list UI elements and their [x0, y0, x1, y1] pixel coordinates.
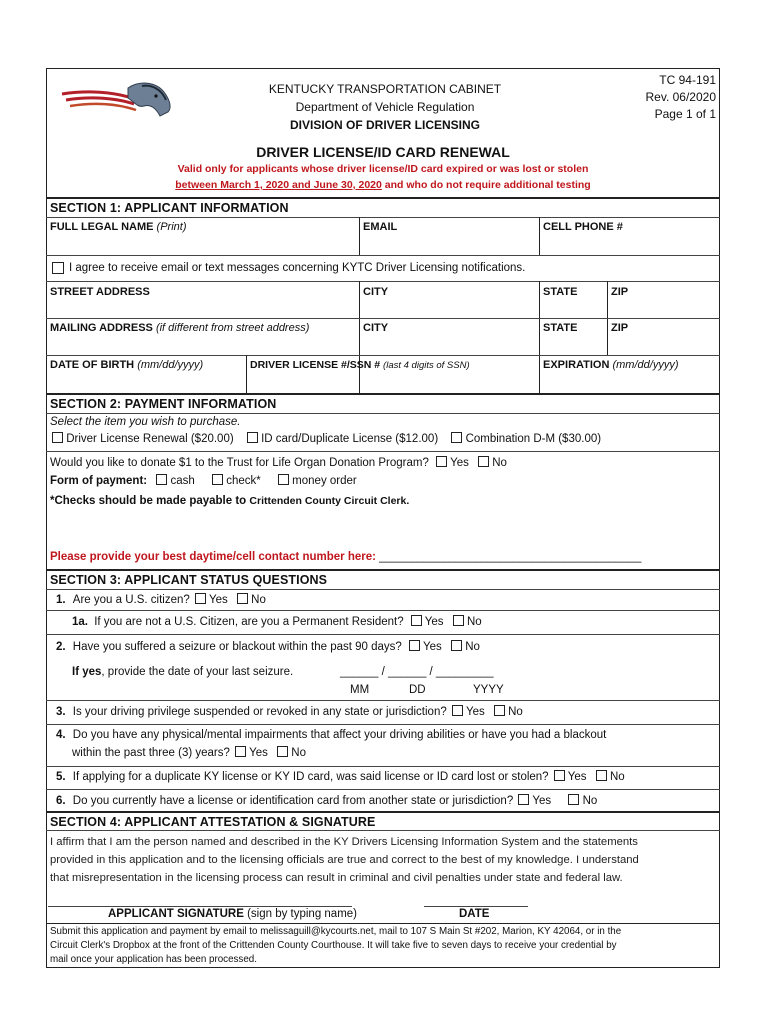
header-agency-block [200, 80, 570, 134]
form-title: DRIVER LICENSE/ID CARD RENEWAL [256, 144, 510, 160]
q4-yes-label: Yes [249, 747, 268, 759]
form-id-block [646, 72, 717, 123]
q1-yes-label: Yes [208, 594, 228, 606]
q5-number: 5. [56, 771, 66, 783]
q5-row [56, 770, 625, 783]
q1-yes-checkbox[interactable] [195, 593, 206, 604]
mailing-address-label: MAILING ADDRESS (if different from street address) [50, 322, 310, 334]
date-input[interactable] [426, 888, 526, 904]
attestation-line2: provided in this application and to the licensing officials are true and correct to the best of my knowledge. I understand [50, 854, 639, 866]
dob-label: DATE OF BIRTH (mm/dd/yyyy) [50, 359, 204, 371]
zip2-label: ZIP [611, 322, 629, 334]
zip-input[interactable] [612, 300, 712, 316]
expiration-input[interactable] [544, 373, 714, 389]
q5-no-label: No [609, 771, 625, 783]
attestation-line1: I affirm that I am the person named and described in the KY Drivers Licensing Information System and the statements [50, 836, 638, 848]
q5-yes-checkbox[interactable] [554, 770, 565, 781]
city-label: CITY [363, 286, 389, 298]
state-input[interactable] [544, 300, 604, 316]
q4-text-line2: within the past three (3) years? [72, 747, 230, 759]
state2-label: STATE [543, 322, 578, 334]
q1a-yes-label: Yes [424, 616, 444, 628]
pay-money-order-label: money order [292, 475, 357, 487]
q1-no-checkbox[interactable] [237, 593, 248, 604]
section3-heading: SECTION 3: APPLICANT STATUS QUESTIONS [50, 573, 328, 587]
signature-input[interactable] [52, 888, 348, 904]
city2-input[interactable] [364, 336, 534, 352]
q2-no-label: No [465, 641, 480, 653]
donate-row [50, 456, 507, 469]
purchase-options-row [52, 432, 601, 445]
date-dd-label: DD [409, 684, 426, 696]
contact-number-prompt: Please provide your best daytime/cell contact number here: [50, 551, 376, 563]
state2-input[interactable] [544, 336, 604, 352]
signature-label: APPLICANT SIGNATURE (sign by typing name) [108, 908, 358, 920]
q1a-text: If you are not a U.S. Citizen, are you a Permanent Resident? [94, 616, 404, 628]
instructions-line3: mail once your application has been processed. [50, 954, 257, 965]
q5-text: If applying for a duplicate KY license or KY ID card, was said license or ID card lost or stolen? [72, 771, 549, 783]
donate-no-checkbox[interactable] [478, 456, 489, 467]
seizure-date-input[interactable]: ______ / ______ / _________ [340, 666, 494, 678]
q4-yes-checkbox[interactable] [235, 746, 246, 757]
attestation-text [50, 833, 715, 887]
q1-text: Are you a U.S. citizen? [72, 594, 190, 606]
q6-text: Do you currently have a license or identification card from another state or jurisdiction? [72, 795, 514, 807]
checks-note-text: *Checks should be made payable to [50, 495, 247, 507]
q2-followup-bold: If yes [72, 666, 102, 678]
q4-no-checkbox[interactable] [277, 746, 288, 757]
q5-yes-label: Yes [567, 771, 587, 783]
checks-payee: Crittenden County Circuit Clerk. [249, 495, 410, 507]
validity-note-rest: and who do not require additional testing [381, 179, 591, 191]
donate-no-label: No [492, 457, 507, 469]
mailing-address-input[interactable] [52, 336, 352, 352]
payment-form-label: Form of payment: [50, 475, 148, 487]
section1-heading: SECTION 1: APPLICANT INFORMATION [50, 201, 289, 215]
dl-ssn-label: DRIVER LICENSE #/SSN # (last 4 digits of SSN) [250, 359, 470, 371]
q6-row [56, 794, 597, 807]
dob-input[interactable] [52, 373, 240, 389]
attestation-line3: that misrepresentation in the licensing process can result in criminal and civil penalties under state and federal law. [50, 872, 623, 884]
city2-label: CITY [363, 322, 389, 334]
option-id-card-label: ID card/Duplicate License ($12.00) [261, 433, 439, 445]
date-yyyy-label: YYYY [473, 684, 504, 696]
q3-row [56, 705, 523, 718]
donate-yes-checkbox[interactable] [436, 456, 447, 467]
option-combination-checkbox[interactable] [451, 432, 462, 443]
instructions-line1: Submit this application and payment by email to melissaguill@kycourts.net, mail to 107 S Main St #202, Marion, KY 42064, or in the [50, 926, 622, 937]
donate-yes-label: Yes [450, 457, 469, 469]
q2-row [56, 640, 480, 653]
validity-date-range: between March 1, 2020 and June 30, 2020 [175, 179, 382, 191]
q1a-no-checkbox[interactable] [453, 615, 464, 626]
q1-row [56, 593, 266, 606]
q4-text-line1: Do you have any physical/mental impairments that affect your driving abilities or have you had a blackout [72, 729, 607, 741]
state-label: STATE [543, 286, 578, 298]
purchase-prompt: Select the item you wish to purchase. [50, 416, 241, 428]
q2-number: 2. [56, 641, 66, 653]
validity-note-line2 [46, 179, 720, 191]
q4-line2 [72, 746, 306, 759]
pay-check-label: check* [226, 475, 261, 487]
date-label: DATE [459, 908, 490, 920]
pay-cash-label: cash [170, 475, 195, 487]
page-number: Page 1 of 1 [654, 107, 716, 121]
zip-label: ZIP [611, 286, 629, 298]
q6-no-label: No [582, 795, 598, 807]
option-combination-label: Combination D-M ($30.00) [465, 433, 602, 445]
section2-heading: SECTION 2: PAYMENT INFORMATION [50, 397, 277, 411]
cell-phone-input[interactable] [544, 235, 714, 253]
q3-text: Is your driving privilege suspended or revoked in any state or jurisdiction? [72, 706, 447, 718]
consent-text: I agree to receive email or text messages concerning KYTC Driver Licensing notifications. [69, 262, 526, 274]
submission-instructions [50, 925, 716, 967]
division-name: DIVISION OF DRIVER LICENSING [289, 118, 481, 132]
cell-phone-label: CELL PHONE # [543, 221, 623, 233]
q1a-row [72, 615, 482, 628]
option-renewal-label: Driver License Renewal ($20.00) [66, 433, 234, 445]
dl-ssn-input[interactable] [251, 373, 535, 389]
q6-yes-label: Yes [532, 795, 552, 807]
section4-heading: SECTION 4: APPLICANT ATTESTATION & SIGNATURE [50, 815, 376, 829]
q2-no-checkbox[interactable] [451, 640, 462, 651]
expiration-label: EXPIRATION (mm/dd/yyyy) [543, 359, 679, 371]
consent-checkbox[interactable] [52, 262, 64, 274]
validity-note-line1: Valid only for applicants whose driver license/ID card expired or was lost or stolen [177, 163, 589, 175]
full-name-label: FULL LEGAL NAME (Print) [50, 221, 187, 233]
q5-no-checkbox[interactable] [596, 770, 607, 781]
email-label: EMAIL [363, 221, 398, 233]
q2-text: Have you suffered a seizure or blackout within the past 90 days? [72, 641, 402, 653]
contact-number-row [50, 551, 641, 563]
pay-cash-checkbox[interactable] [156, 474, 167, 485]
q2-followup-text: , provide the date of your last seizure. [101, 666, 294, 678]
agency-name: KENTUCKY TRANSPORTATION CABINET [268, 82, 502, 96]
donate-question: Would you like to donate $1 to the Trust for Life Organ Donation Program? [50, 457, 429, 469]
pay-check-checkbox[interactable] [212, 474, 223, 485]
q4-number: 4. [56, 729, 66, 741]
contact-number-input[interactable]: _________________________________________ [379, 551, 642, 563]
city-input[interactable] [364, 300, 534, 316]
q2-yes-label: Yes [423, 641, 442, 653]
q3-yes-label: Yes [465, 706, 485, 718]
q3-no-checkbox[interactable] [494, 705, 505, 716]
q1a-no-label: No [466, 616, 482, 628]
checks-note [50, 495, 409, 507]
option-id-card-checkbox[interactable] [247, 432, 258, 443]
department-name: Department of Vehicle Regulation [295, 100, 475, 114]
payment-form-row [50, 474, 357, 487]
street-address-input[interactable] [52, 300, 352, 316]
zip2-input[interactable] [612, 336, 712, 352]
q1a-yes-checkbox[interactable] [411, 615, 422, 626]
q2-yes-checkbox[interactable] [409, 640, 420, 651]
q2-followup [72, 666, 293, 678]
q1-no-label: No [251, 594, 266, 606]
q6-no-checkbox[interactable] [568, 794, 579, 805]
q6-yes-checkbox[interactable] [518, 794, 529, 805]
pay-money-order-checkbox[interactable] [278, 474, 289, 485]
form-revision: Rev. 06/2020 [645, 90, 716, 104]
q1a-number: 1a. [72, 616, 88, 628]
horse-head-logo [58, 78, 176, 124]
form-number: TC 94-191 [659, 73, 716, 87]
date-mm-label: MM [350, 684, 370, 696]
q1-number: 1. [56, 594, 66, 606]
q3-number: 3. [56, 706, 66, 718]
option-renewal-checkbox[interactable] [52, 432, 63, 443]
full-name-input[interactable] [52, 235, 352, 253]
q4-line1 [56, 729, 606, 741]
q4-no-label: No [291, 747, 306, 759]
street-address-label: STREET ADDRESS [50, 286, 150, 298]
email-input[interactable] [364, 235, 534, 253]
q3-yes-checkbox[interactable] [452, 705, 463, 716]
q6-number: 6. [56, 795, 66, 807]
q3-no-label: No [508, 706, 523, 718]
instructions-line2: Circuit Clerk's Dropbox at the front of the Crittenden County Courthouse. It will take five to seven days to receive your credential by [50, 940, 617, 951]
